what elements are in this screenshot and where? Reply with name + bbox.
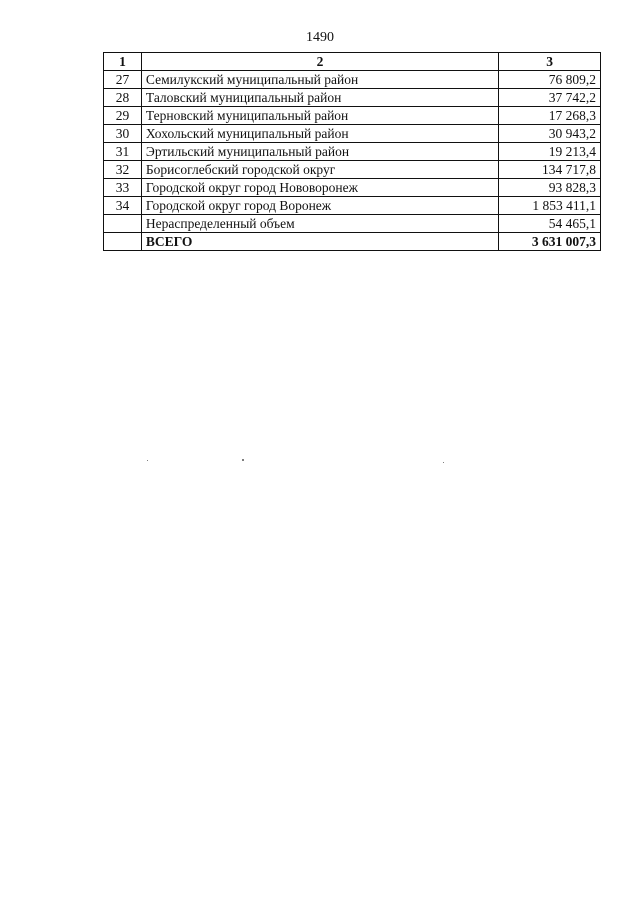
table-row (104, 125, 601, 143)
table-row (104, 107, 601, 125)
table-row (104, 161, 601, 179)
row-value: 134 717,8 (499, 161, 601, 179)
table-row (104, 89, 601, 107)
table-row (104, 71, 601, 89)
table-row (104, 197, 601, 215)
table-row (104, 143, 601, 161)
row-value: 19 213,4 (499, 143, 601, 161)
table-row (104, 179, 601, 197)
row-name: Борисоглебский городской округ (141, 161, 498, 179)
row-number: 29 (104, 107, 142, 125)
row-name: Городской округ город Нововоронеж (141, 179, 498, 197)
page-number: 1490 (306, 30, 334, 45)
row-name: Терновский муниципальный район (141, 107, 498, 125)
row-number: 28 (104, 89, 142, 107)
total-number (104, 233, 142, 251)
row-number: 34 (104, 197, 142, 215)
row-number: 30 (104, 125, 142, 143)
column-header-number: 1 (104, 53, 142, 71)
row-value: 54 465,1 (499, 215, 601, 233)
scan-speck (242, 459, 244, 461)
row-value: 1 853 411,1 (499, 197, 601, 215)
row-name: Таловский муниципальный район (141, 89, 498, 107)
row-name: Хохольский муниципальный район (141, 125, 498, 143)
row-value: 93 828,3 (499, 179, 601, 197)
row-value: 76 809,2 (499, 71, 601, 89)
column-header-value: 3 (499, 53, 601, 71)
total-value: 3 631 007,3 (499, 233, 601, 251)
row-value: 37 742,2 (499, 89, 601, 107)
total-row (104, 233, 601, 251)
scan-speck (147, 460, 148, 461)
table-header-row (104, 53, 601, 71)
row-name: Городской округ город Воронеж (141, 197, 498, 215)
scan-speck (443, 462, 444, 463)
row-value: 17 268,3 (499, 107, 601, 125)
total-label: ВСЕГО (141, 233, 498, 251)
row-number: 32 (104, 161, 142, 179)
row-name: Нераспределенный объем (141, 215, 498, 233)
row-name: Эртильский муниципальный район (141, 143, 498, 161)
table-row (104, 215, 601, 233)
budget-table (103, 52, 601, 251)
row-number: 27 (104, 71, 142, 89)
row-value: 30 943,2 (499, 125, 601, 143)
row-number: 33 (104, 179, 142, 197)
row-number (104, 215, 142, 233)
row-name: Семилукский муниципальный район (141, 71, 498, 89)
column-header-name: 2 (141, 53, 498, 71)
row-number: 31 (104, 143, 142, 161)
